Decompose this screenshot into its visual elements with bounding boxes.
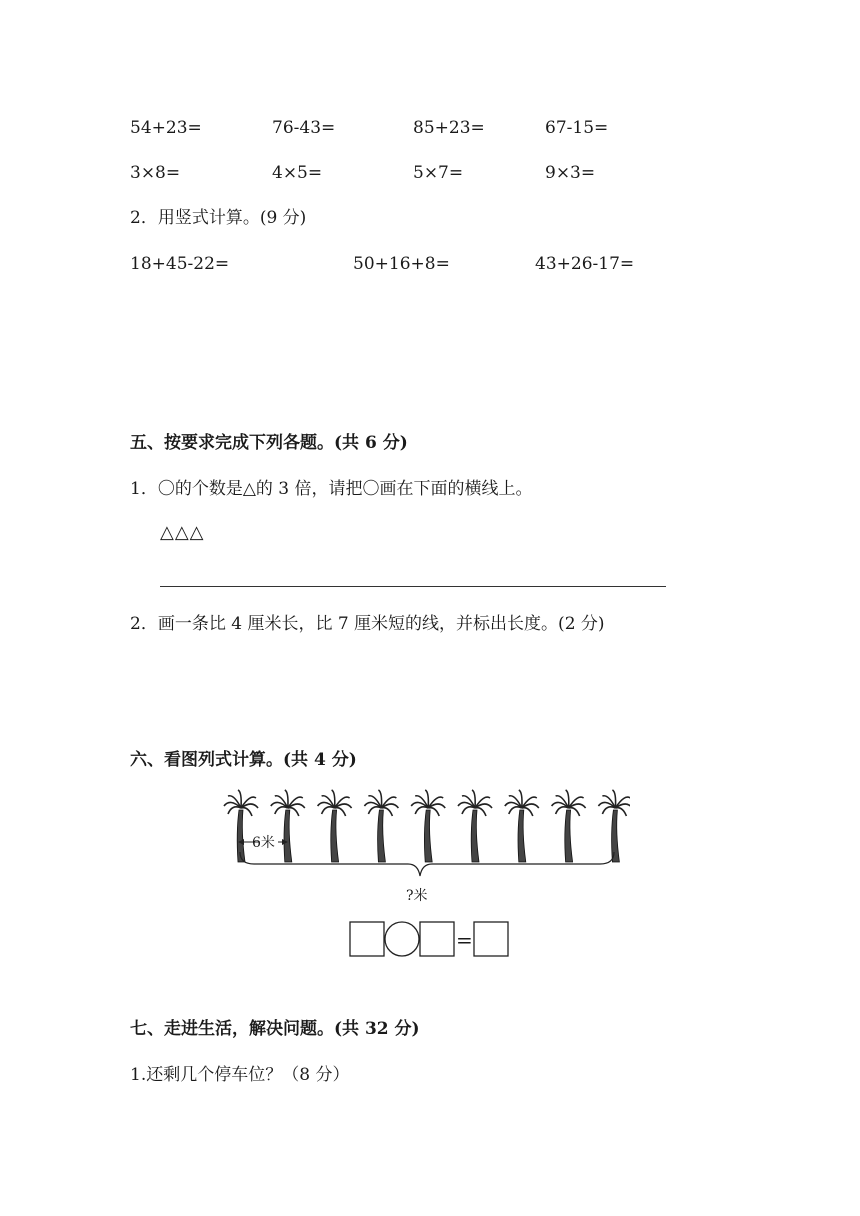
calc-item: 50+16+8= <box>353 254 450 274</box>
palm-tree <box>552 790 586 862</box>
oral-item: 76-43= <box>272 118 336 138</box>
section-heading: 五、按要求完成下列各题。(共 6 分) <box>130 433 408 453</box>
section-heading: 七、走进生活，解决问题。(共 32 分) <box>130 1019 420 1039</box>
oral-item: 9×3= <box>545 163 596 183</box>
oral-item: 67-15= <box>545 118 609 138</box>
oral-item: 85+23= <box>413 118 485 138</box>
formula-svg <box>348 920 514 960</box>
triangles: △△△ <box>160 522 205 543</box>
palm-tree <box>598 790 630 862</box>
palm-tree <box>505 790 539 862</box>
trees-figure <box>220 780 630 914</box>
formula-boxes <box>348 920 514 964</box>
calc-item: 18+45-22= <box>130 254 230 274</box>
total-label: ?米 <box>406 888 428 904</box>
question-text: 1.还剩几个停车位？（8 分） <box>130 1065 350 1085</box>
answer-line <box>160 586 666 587</box>
operator-circle[interactable] <box>385 922 419 956</box>
palm-tree <box>224 790 258 862</box>
palm-tree <box>318 790 352 862</box>
answer-box[interactable] <box>474 922 508 956</box>
palm-tree <box>411 790 445 862</box>
palm-tree <box>364 790 398 862</box>
oral-item: 54+23= <box>130 118 202 138</box>
question-text: 2．画一条比 4 厘米长，比 7 厘米短的线，并标出长度。(2 分) <box>130 614 605 634</box>
answer-box[interactable] <box>350 922 384 956</box>
trees-illustration <box>220 780 630 910</box>
calc-item: 43+26-17= <box>535 254 635 274</box>
palm-tree <box>271 790 305 862</box>
oral-item: 4×5= <box>272 163 323 183</box>
question-title: 2．用竖式计算。(9 分) <box>130 208 307 228</box>
oral-item: 3×8= <box>130 163 181 183</box>
gap-label: 6米 <box>252 835 275 851</box>
answer-box[interactable] <box>420 922 454 956</box>
palm-tree <box>458 790 492 862</box>
oral-item: 5×7= <box>413 163 464 183</box>
equals-sign: = <box>456 928 473 952</box>
question-text: 1．〇的个数是△的 3 倍，请把〇画在下面的横线上。 <box>130 479 533 499</box>
section-heading: 六、看图列式计算。(共 4 分) <box>130 750 357 770</box>
